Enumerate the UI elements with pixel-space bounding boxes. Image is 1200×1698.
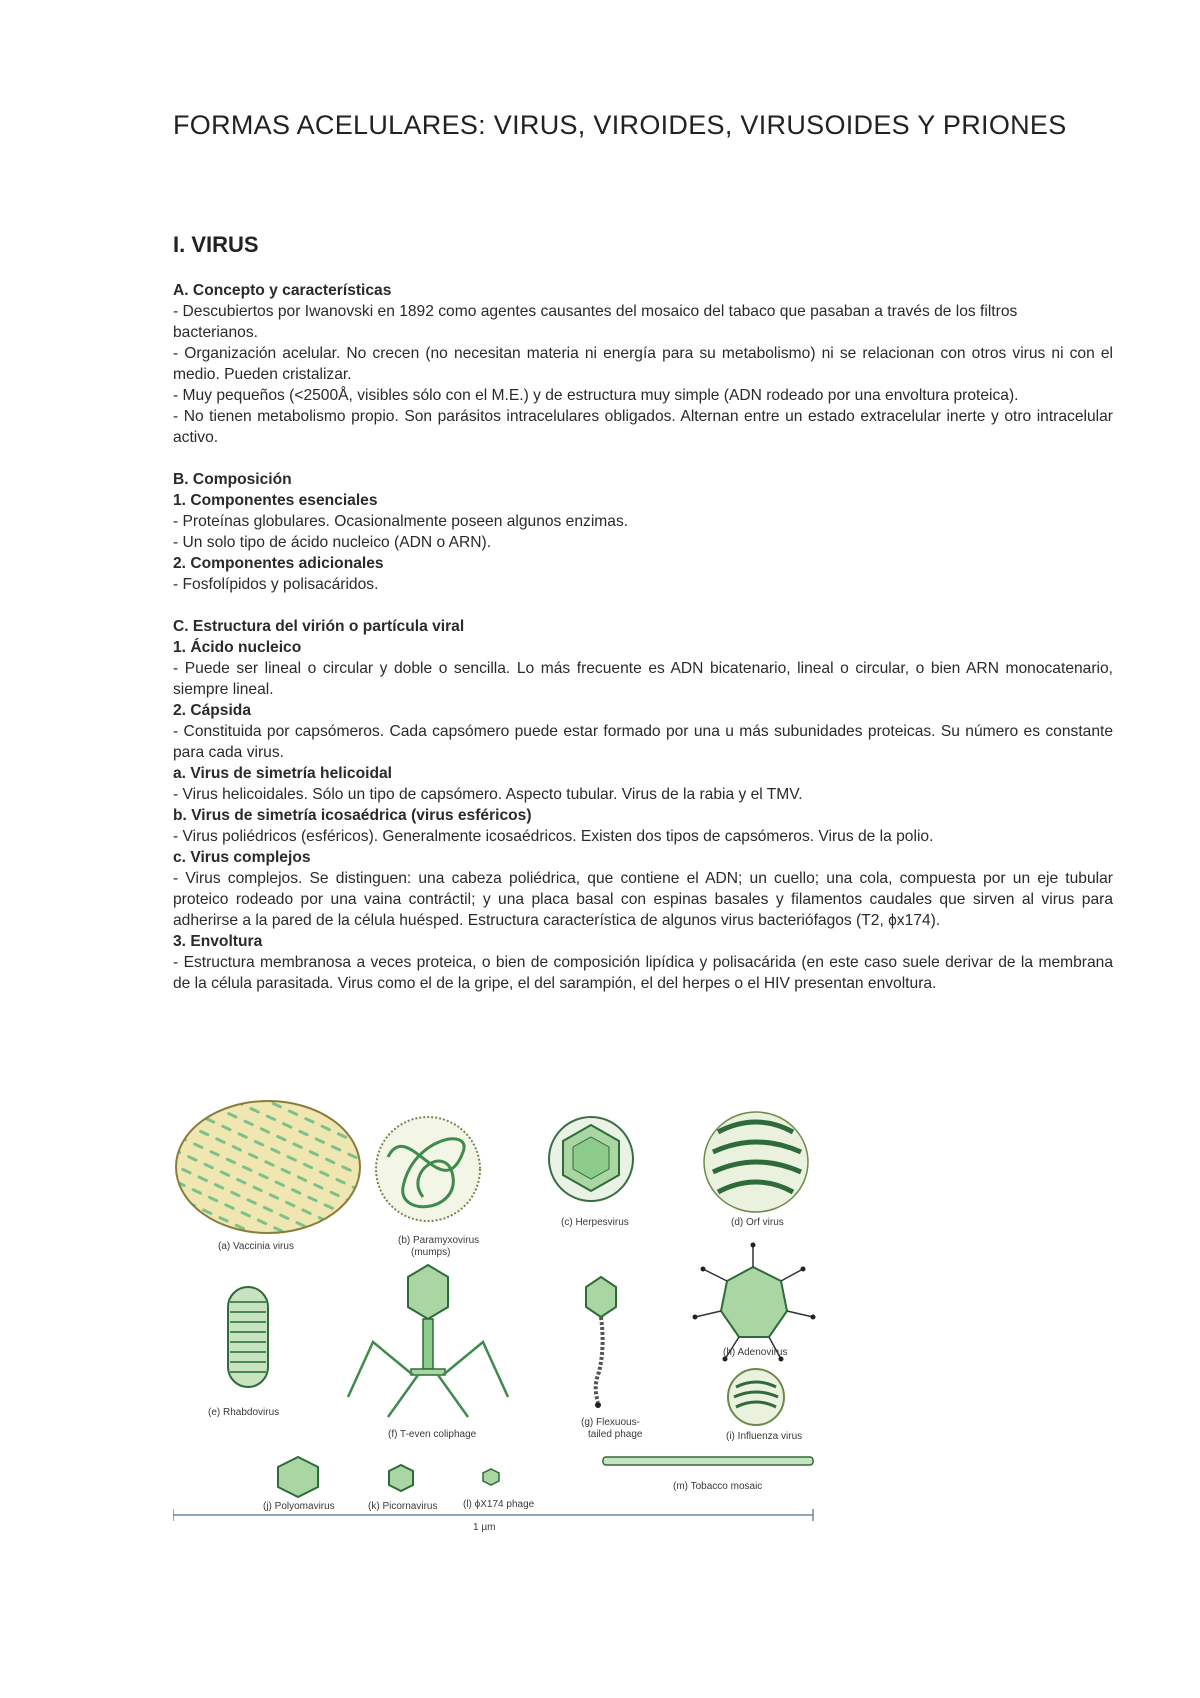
body-paragraph: - Organización acelular. No crecen (no necesitan materia ni energía para su metabolismo) ni se relacionan con otros virus ni con el medio. Pueden cristalizar. xyxy=(173,345,1113,383)
label-g1: (g) Flexuous- xyxy=(581,1417,640,1428)
body-paragraph: - Constituida por capsómeros. Cada capsómero puede estar formado por una u más subunidades proteicas. Su número es constante para cada virus. xyxy=(173,723,1113,761)
subheading: b. Virus de simetría icosaédrica (virus esféricos) xyxy=(173,807,532,824)
body-paragraph: - Proteínas globulares. Ocasionalmente poseen algunos enzimas. xyxy=(173,513,629,530)
label-g2: tailed phage xyxy=(588,1429,643,1440)
body-paragraph: - Fosfolípidos y polisacáridos. xyxy=(173,576,379,593)
scale-label: 1 µm xyxy=(473,1522,496,1533)
paragraph-gap xyxy=(173,595,1113,616)
body-paragraph: - Virus helicoidales. Sólo un tipo de capsómero. Aspecto tubular. Virus de la rabia y el TMV. xyxy=(173,786,803,803)
body-paragraph: - Un solo tipo de ácido nucleico (ADN o ARN). xyxy=(173,534,492,551)
flexuous-phage-drawing xyxy=(586,1277,616,1408)
label-i: (i) Influenza virus xyxy=(726,1431,803,1442)
document-body xyxy=(173,280,1113,994)
orf-virus-drawing xyxy=(704,1112,808,1212)
document-title: FORMAS ACELULARES: VIRUS, VIROIDES, VIRUSOIDES Y PRIONES xyxy=(173,110,1067,140)
paragraph-gap xyxy=(173,448,1113,469)
subheading: A. Concepto y características xyxy=(173,282,392,299)
subheading: c. Virus complejos xyxy=(173,849,311,866)
label-k: (k) Picornavirus xyxy=(368,1501,438,1512)
body-paragraph: - Virus poliédricos (esféricos). Generalmente icosaédricos. Existen dos tipos de capsómeros. Virus de la polio. xyxy=(173,828,934,845)
body-paragraph: - Puede ser lineal o circular y doble o sencilla. Lo más frecuente es ADN bicatenario, lineal o circular, o bien ARN monocatenario, siempre lineal. xyxy=(173,660,1113,698)
label-m: (m) Tobacco mosaic xyxy=(673,1481,763,1492)
subheading: 2. Componentes adicionales xyxy=(173,555,384,572)
subheading: 3. Envoltura xyxy=(173,933,263,950)
body-paragraph: - Virus complejos. Se distinguen: una cabeza poliédrica, que contiene el ADN; un cuello; una cola, compuesta por un eje tubular proteico rodeado por una vaina contráctil; y una placa basal con espinas basales y filamentos caudales que sirven al virus para adherirse a la pared de la célula huésped. Estructura característica de algunos virus bacteriófagos (T2, ϕx174). xyxy=(173,870,1113,929)
subheading: 1. Componentes esenciales xyxy=(173,492,378,509)
virus-illustration xyxy=(173,1097,873,1567)
section-title: I. VIRUS xyxy=(173,232,259,257)
label-h: (h) Adenovirus xyxy=(723,1347,788,1358)
tobacco-mosaic-drawing xyxy=(603,1457,813,1465)
body-paragraph: - No tienen metabolismo propio. Son parásitos intracelulares obligados. Alternan entre un estado extracelular inerte y otro intracelular activo. xyxy=(173,408,1113,446)
vaccinia-virus-drawing xyxy=(176,1101,360,1233)
small-icosahedral-viruses xyxy=(278,1457,499,1497)
rhabdovirus-drawing xyxy=(228,1287,268,1387)
influenza-virus-drawing xyxy=(728,1369,784,1425)
subheading: 2. Cápsida xyxy=(173,702,251,719)
herpesvirus-drawing xyxy=(549,1117,633,1201)
label-f: (f) T-even coliphage xyxy=(388,1429,477,1440)
label-a: (a) Vaccinia virus xyxy=(218,1241,294,1252)
body-paragraph: - Descubiertos por Iwanovski en 1892 como agentes causantes del mosaico del tabaco que pasaban a través de los filtros xyxy=(173,303,1018,320)
body-paragraph: - Muy pequeños (<2500Å, visibles sólo con el M.E.) y de estructura muy simple (ADN rodeado por una envoltura proteica). xyxy=(173,387,1019,404)
label-b2: (mumps) xyxy=(411,1247,451,1258)
label-d: (d) Orf virus xyxy=(731,1217,784,1228)
subheading: 1. Ácido nucleico xyxy=(173,639,302,656)
label-j: (j) Polyomavirus xyxy=(263,1501,335,1512)
paramyxovirus-drawing xyxy=(376,1117,480,1221)
label-l: (l) ϕX174 phage xyxy=(463,1499,535,1510)
adenovirus-drawing xyxy=(693,1243,816,1362)
subheading: C. Estructura del virión o partícula viral xyxy=(173,618,465,635)
label-c: (c) Herpesvirus xyxy=(561,1217,629,1228)
subheading: a. Virus de simetría helicoidal xyxy=(173,765,392,782)
virus-morphology-figure xyxy=(173,1097,873,1567)
body-paragraph: - Estructura membranosa a veces proteica, o bien de composición lipídica y polisacárida (en este caso suele derivar de la membrana de la célula parasitada. Virus como el de la gripe, el del sarampión, el del herpes o el HIV presentan envoltura. xyxy=(173,954,1113,992)
body-paragraph: bacterianos. xyxy=(173,324,258,341)
label-b1: (b) Paramyxovirus xyxy=(398,1235,480,1246)
subheading: B. Composición xyxy=(173,471,292,488)
label-e: (e) Rhabdovirus xyxy=(208,1407,280,1418)
t-even-phage-drawing xyxy=(348,1265,508,1417)
